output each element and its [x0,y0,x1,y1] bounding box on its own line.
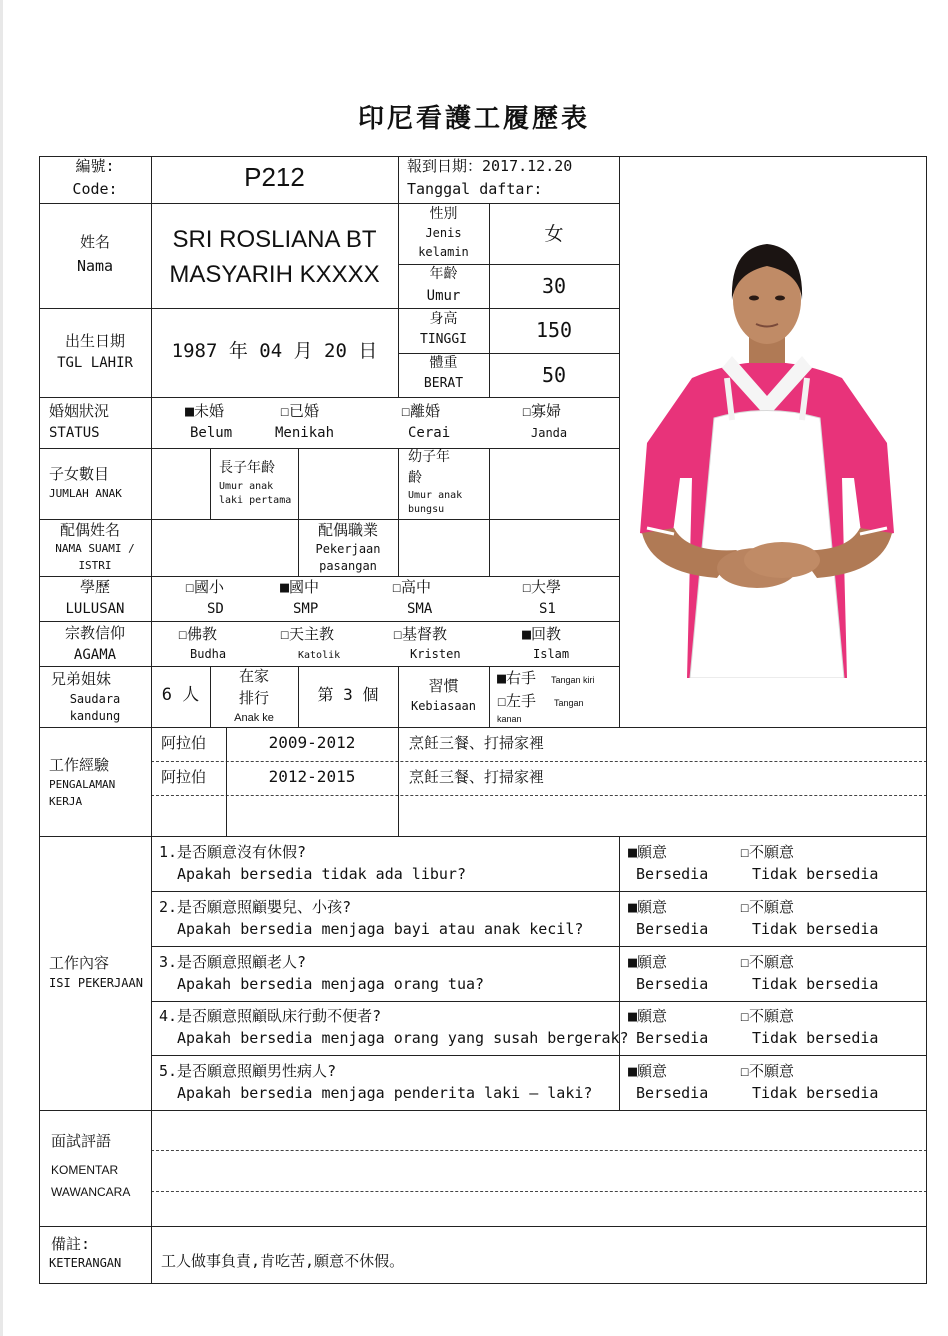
experience-duty: 烹飪三餐、打掃家裡 [409,734,545,752]
eldest-age-label-zh: 長子年齡 [219,460,275,476]
education-label-zh: 學歷 [79,578,110,596]
habit-left-hand-option[interactable]: ☐左手 [497,692,537,710]
marital-option-belum-id: Belum [190,425,233,441]
religion-option-islam[interactable]: ■回教 [522,625,562,643]
birth-value: 1987 年 04 月 20 日 [171,340,378,362]
habit-right-hand-option[interactable]: ■右手 [497,669,537,687]
answer-no-label: Tidak bersedia [752,1084,879,1102]
question-zh: 4.是否願意照顧臥床行動不便者? [159,1007,382,1025]
education-option-sd-id: SD [207,601,224,617]
experience-country: 阿拉伯 [161,734,207,752]
answer-no-checkbox[interactable]: ☐不願意 [740,898,795,916]
age-label-zh: 年齡 [429,266,458,282]
spouse-job-label-id1: Pekerjaan [315,542,381,556]
education-option-s1-id: S1 [539,601,556,617]
worker-photo [632,228,902,678]
youngest-age-label-id1: Umur anak [408,490,463,501]
marital-option-janda-id: Janda [531,426,568,440]
education-option-smp[interactable]: ■國中 [280,578,320,596]
sibling-rank-label-zh2: 排行 [238,689,269,707]
religion-option-islam-id: Islam [533,647,570,661]
answer-yes-label: Bersedia [636,975,709,993]
children-label-zh: 子女數目 [49,465,110,483]
answer-yes-checkbox[interactable]: ■願意 [628,1007,668,1025]
answer-yes-checkbox[interactable]: ■願意 [628,843,668,861]
spouse-job-label-id2: pasangan [319,559,377,573]
interview-label-zh: 面試評語 [51,1132,112,1150]
experience-period: 2009-2012 [268,733,356,752]
answer-yes-checkbox[interactable]: ■願意 [628,898,668,916]
education-option-s1[interactable]: ☐大學 [522,578,562,596]
education-label-id: LULUSAN [65,601,125,617]
siblings-count: 6 人 [161,685,200,705]
experience-label-id2: KERJA [49,795,83,808]
eldest-age-label-id1: Umur anak [219,481,274,492]
question-id: Apakah bersedia menjaga penderita laki – laki? [177,1084,593,1102]
spouse-label-zh: 配偶姓名 [60,521,121,539]
marital-option-janda[interactable]: ☐寡婦 [522,402,562,420]
code-value: P212 [244,162,305,192]
marital-option-cerai[interactable]: ☐離婚 [401,402,441,420]
birth-label-zh: 出生日期 [64,332,125,350]
sibling-rank-label-id: Anak ke [234,712,274,724]
answer-yes-label: Bersedia [636,920,709,938]
experience-label-zh: 工作經驗 [49,756,110,774]
height-label-id: TINGGI [420,332,467,347]
experience-country: 阿拉伯 [161,768,207,786]
job-content-label-zh: 工作內容 [49,954,110,972]
education-option-sma[interactable]: ☐高中 [392,578,432,596]
religion-option-kristen-id: Kristen [410,647,461,661]
answer-no-checkbox[interactable]: ☐不願意 [740,843,795,861]
code-label-id: Code: [72,180,118,198]
education-option-sma-id: SMA [407,601,433,617]
question-zh: 1.是否願意沒有休假? [159,843,307,861]
notes-label-zh: 備註: [51,1235,91,1253]
question-zh: 2.是否願意照顧嬰兒、小孩? [159,898,352,916]
answer-no-checkbox[interactable]: ☐不願意 [740,953,795,971]
weight-value: 50 [541,363,567,387]
name-value-line2: MASYARIH KXXXX [169,261,380,288]
interview-label-id2: WAWANCARA [51,1185,131,1199]
gender-label-id1: Jenis [425,226,462,240]
marital-label-id: STATUS [49,425,100,441]
answer-no-label: Tidak bersedia [752,975,879,993]
gender-value: 女 [544,223,564,245]
spouse-label-id2: ISTRI [78,559,112,572]
siblings-label-id1: Saudara [69,692,121,706]
code-label-zh: 編號: [75,157,115,175]
answer-yes-checkbox[interactable]: ■願意 [628,1062,668,1080]
question-id: Apakah bersedia menjaga orang tua? [177,975,485,993]
habit-left-hand-id1: Tangan [554,698,584,708]
gender-label-zh: 性別 [429,206,458,222]
height-value: 150 [535,318,573,342]
religion-option-katolik-id: Katolik [298,650,341,661]
marital-label-zh: 婚姻狀況 [49,402,110,420]
question-id: Apakah bersedia tidak ada libur? [177,865,466,883]
name-value-line1: SRI ROSLIANA BT [172,226,377,253]
religion-option-budha-id: Budha [190,647,227,661]
children-label-id: JUMLAH ANAK [49,487,122,500]
age-value: 30 [541,274,567,298]
gender-label-id2: kelamin [418,245,469,259]
name-label-id: Nama [76,257,114,275]
eldest-age-label-id2: laki pertama [219,495,292,506]
answer-yes-label: Bersedia [636,865,709,883]
weight-label-zh: 體重 [429,355,458,371]
habit-right-hand-id: Tangan kiri [551,675,595,685]
religion-option-kristen[interactable]: ☐基督教 [393,625,448,643]
weight-label-id: BERAT [423,376,464,391]
question-zh: 5.是否願意照顧男性病人? [159,1062,337,1080]
answer-no-label: Tidak bersedia [752,865,879,883]
answer-no-checkbox[interactable]: ☐不願意 [740,1062,795,1080]
register-date-label-zh: 報到日期：2017.12.20 [407,157,573,175]
youngest-age-label-zh1: 幼子年 [408,449,450,465]
answer-yes-checkbox[interactable]: ■願意 [628,953,668,971]
job-content-label-id: ISI PEKERJAAN [49,976,143,990]
habit-label-id: Kebiasaan [410,699,477,713]
notes-value: 工人做事負責,肯吃苦,願意不休假。 [161,1252,405,1270]
marital-option-menikah[interactable]: ☐已婚 [280,402,320,420]
religion-label-id: AGAMA [73,647,117,663]
answer-no-label: Tidak bersedia [752,1029,879,1047]
siblings-label-id2: kandung [69,709,121,723]
sibling-rank-value: 第 3 個 [317,685,379,704]
religion-option-budha[interactable]: ☐佛教 [178,625,218,643]
register-date-label-id: Tanggal daftar: [407,180,543,198]
marital-option-menikah-id: Menikah [275,425,335,441]
question-id: Apakah bersedia menjaga bayi atau anak kecil? [177,920,584,938]
interview-label-id1: KOMENTAR [51,1163,119,1177]
name-label-zh: 姓名 [79,233,110,251]
spouse-job-label-zh: 配偶職業 [317,521,378,539]
marital-option-cerai-id: Cerai [408,425,451,441]
experience-duty: 烹飪三餐、打掃家裡 [409,768,545,786]
experience-label-id1: PENGALAMAN [49,778,116,791]
religion-label-zh: 宗教信仰 [64,624,125,642]
notes-label-id: KETERANGAN [49,1256,122,1270]
answer-yes-label: Bersedia [636,1084,709,1102]
answer-no-checkbox[interactable]: ☐不願意 [740,1007,795,1025]
youngest-age-label-zh2: 齡 [408,470,422,486]
birth-label-id: TGL LAHIR [57,355,133,371]
education-option-smp-id: SMP [293,601,319,617]
education-option-sd[interactable]: ☐國小 [185,578,225,596]
spouse-label-id1: NAMA SUAMI / [55,542,135,555]
habit-left-hand-id2: kanan [497,714,522,724]
page-edge [0,0,3,1336]
page-title: 印尼看護工履歷表 [357,104,590,134]
habit-label-zh: 習慣 [428,677,459,695]
siblings-label-zh: 兄弟姐妹 [51,670,112,688]
experience-period: 2012-2015 [268,767,356,786]
answer-yes-label: Bersedia [636,1029,709,1047]
marital-option-belum[interactable]: ■未婚 [185,402,225,420]
youngest-age-label-id2: bungsu [408,504,445,515]
question-id: Apakah bersedia menjaga orang yang susah bergerak? [177,1029,629,1047]
age-label-id: Umur [426,288,461,304]
question-zh: 3.是否願意照顧老人? [159,953,307,971]
answer-no-label: Tidak bersedia [752,920,879,938]
sibling-rank-label-zh1: 在家 [238,667,269,685]
religion-option-katolik[interactable]: ☐天主教 [280,625,335,643]
height-label-zh: 身高 [429,311,458,327]
